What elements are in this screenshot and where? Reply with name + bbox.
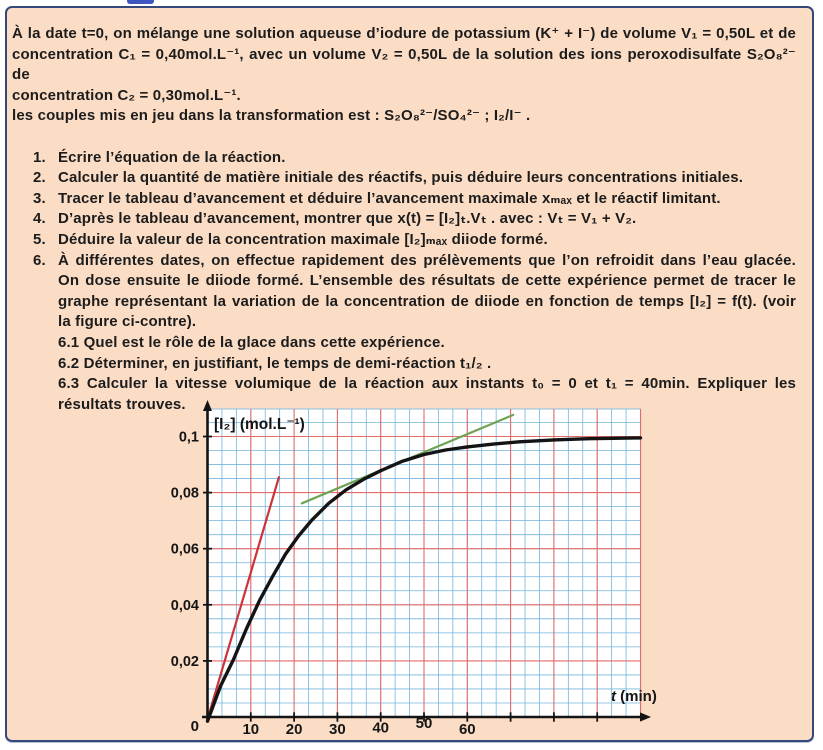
question-item-4 xyxy=(12,209,796,230)
intro-paragraph xyxy=(12,24,796,127)
graph-tick-label: 60 xyxy=(458,721,476,738)
intro-line: les couples mis en jeu dans la transformation est : S₂O₈²⁻/SO₄²⁻ ; I₂/I⁻ . xyxy=(12,107,531,125)
sub-question-6-1: 6.1 Quel est le rôle de la glace dans cette expérience. xyxy=(58,333,445,351)
question-item-3 xyxy=(12,189,796,210)
graph-tick-label: 40 xyxy=(372,719,390,737)
graph-tick-label: 10 xyxy=(242,721,260,738)
cropped-title-fragment xyxy=(127,0,154,4)
graph-tick-label: 0,02 xyxy=(170,653,199,670)
question-item-1 xyxy=(12,148,796,169)
questions-list xyxy=(12,148,796,416)
question-item-2 xyxy=(12,168,796,189)
question-number: 5. xyxy=(33,230,46,248)
graph-tick-label: 20 xyxy=(285,721,303,738)
question-text: Déduire la valeur de la concentration maximale [I₂]ₘₐₓ diiode formé. xyxy=(58,230,548,248)
intro-line: À la date t=0, on mélange une solution aqueuse d’iodure de potassium (K⁺ + I⁻) de volume V₁ = 0,50L et de xyxy=(12,25,796,42)
question-number: 4. xyxy=(33,210,46,228)
question-number: 3. xyxy=(33,189,46,207)
exercise-content xyxy=(7,8,812,415)
question-text-line: À différentes dates, on effectue rapidement des prélèvements que l’on refroidit dans l’eau glacée. xyxy=(58,251,796,269)
concentration-time-graph xyxy=(0,400,680,748)
question-text: Calculer la quantité de matière initiale des réactifs, puis déduire leurs concentrations initiales. xyxy=(58,169,744,187)
question-text: Tracer le tableau d’avancement et déduire l’avancement maximale xₘₐₓ et le réactif limitant. xyxy=(58,189,721,207)
graph-tick-label: 0,06 xyxy=(170,541,199,558)
question-number: 2. xyxy=(33,169,46,187)
graph-tick-label: 0 xyxy=(190,718,199,735)
question-text-line: graphe représentant la variation de la concentration de diiode en fonction de temps [I₂] = f(t). (voir xyxy=(58,292,796,310)
graph-tick-label: 0,04 xyxy=(170,597,199,614)
x-axis-label: t (min) xyxy=(611,688,657,705)
question-text-line: la figure ci-contre). xyxy=(58,313,197,331)
question-number: 1. xyxy=(33,148,46,166)
graph-tick-label: 0,1 xyxy=(178,429,199,446)
question-item-6 xyxy=(12,251,796,416)
graph-tick-label: 50 xyxy=(415,715,433,732)
question-item-5 xyxy=(12,230,796,251)
sub-question-6-2: 6.2 Déterminer, en justifiant, le temps de demi-réaction t₁/₂ . xyxy=(58,354,492,372)
graph-tick-label: 30 xyxy=(329,721,346,738)
graph-tick-label: 0,08 xyxy=(170,485,199,502)
sub-question-6-3: 6.3 Calculer la vitesse volumique de la réaction aux instants t₀ = 0 et t₁ = 40min. Expliquer les xyxy=(58,375,796,393)
intro-line: concentration C₁ = 0,40mol.L⁻¹, avec un volume V₂ = 0,50L de la solution des ions peroxodisulfate S₂O₈²⁻ de xyxy=(12,45,796,84)
sub-question-6-3-continuation: résultats trouves. xyxy=(58,395,186,413)
y-axis-label: [I₂] (mol.L⁻¹) xyxy=(214,416,305,433)
question-text: Écrire l’équation de la réaction. xyxy=(58,148,286,166)
question-text-line: On dose ensuite le diiode formé. L’ensemble des résultats de cette expérience permet de tracer le xyxy=(58,272,796,290)
question-text: D’après le tableau d’avancement, montrer que x(t) = [I₂]ₜ.Vₜ . avec : Vₜ = V₁ + V₂. xyxy=(58,210,637,228)
question-number: 6. xyxy=(33,251,46,269)
intro-line: concentration C₂ = 0,30mol.L⁻¹. xyxy=(12,86,241,104)
